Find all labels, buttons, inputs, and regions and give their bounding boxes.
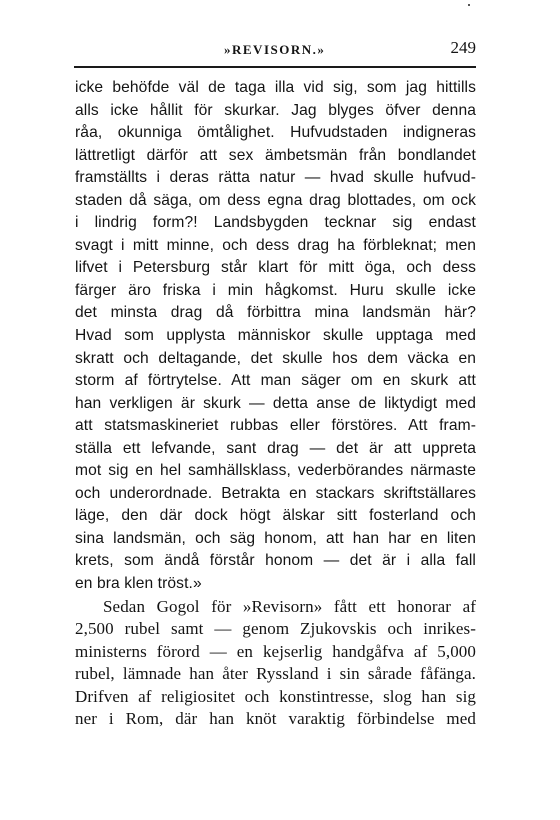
text-line: det minsta drag då förbittra mina landsmän här? [75,304,476,322]
text-line: Drifven af religiositet och konstintresse, slog han sig [75,686,476,706]
text-line: färger äro friska i min hågkomst. Huru skulle icke [75,281,476,299]
text-line: en bra klen tröst.» [75,575,202,593]
text-line: och underordnade. Betrakta en stackars skriftställares [75,484,476,502]
text-line: sina landsmän, och säg honom, att han har en liten [75,529,476,547]
text-line: att statsmaskineriet rubbas eller förstöres. Att fram- [75,417,476,435]
text-line: staden då säga, om dess egna drag blottades, om ock [75,191,476,209]
text-line: rubel, lämnade han åter Ryssland i sin sårade fåfänga. [75,664,476,684]
running-title: »REVISORN.» [224,42,326,57]
header-rule [74,66,476,68]
text-line: råa, okunniga ömtålighet. Hufvudstaden indigneras [75,124,476,142]
text-line: läge, den där dock högt älskar sitt fosterland och [75,507,476,525]
text-line: Hvad som upplysta människor skulle upptaga med [75,327,476,345]
text-line: han verkligen är skurk — detta anse de liktydigt med [75,394,476,412]
page-header [74,38,476,60]
text-line: ställa ett lefvande, sant drag — det är att uppreta [75,439,476,457]
text-line: 2,500 rubel samt — genom Zjukovskis och inrikes- [75,619,476,639]
text-line: storm af förtrytelse. Att man säger om en skurk att [75,372,476,390]
text-line: ner i Rom, där han knöt varaktig förbindelse med [75,709,476,729]
page-speck [468,4,470,6]
text-line: lifvet i Petersburg står klart för mitt öga, och dess [75,259,476,277]
text-line: i lindrig form?! Landsbygden tecknar sig endast [75,214,476,232]
page-number: 249 [450,38,476,57]
body-text [75,77,476,731]
text-line: ministerns förord — en kejserlig handgåfva af 5,000 [75,641,476,661]
text-line: mot sig en hel samhällsklass, vederbörandes närmaste [75,462,476,480]
text-line: alls icke hållit för skurkar. Jag blyges öfver denna [75,101,476,119]
text-line: icke behöfde väl de taga illa vid sig, som jag hittills [75,79,476,96]
text-line: skratt och deltagande, det skulle hos dem väcka en [75,349,476,367]
text-line: svagt i mitt minne, och dess drag ha förbleknat; men [75,236,476,254]
text-line: framställts i deras rätta natur — hvad skulle hufvud- [75,169,476,187]
text-line: lättretligt därför att sex ämbetsmän från bondlandet [75,146,476,164]
text-line: Sedan Gogol för »Revisorn» fått ett honorar af [103,596,476,616]
text-line: krets, som ändå förstår honom — det är i alla fall [75,552,476,570]
